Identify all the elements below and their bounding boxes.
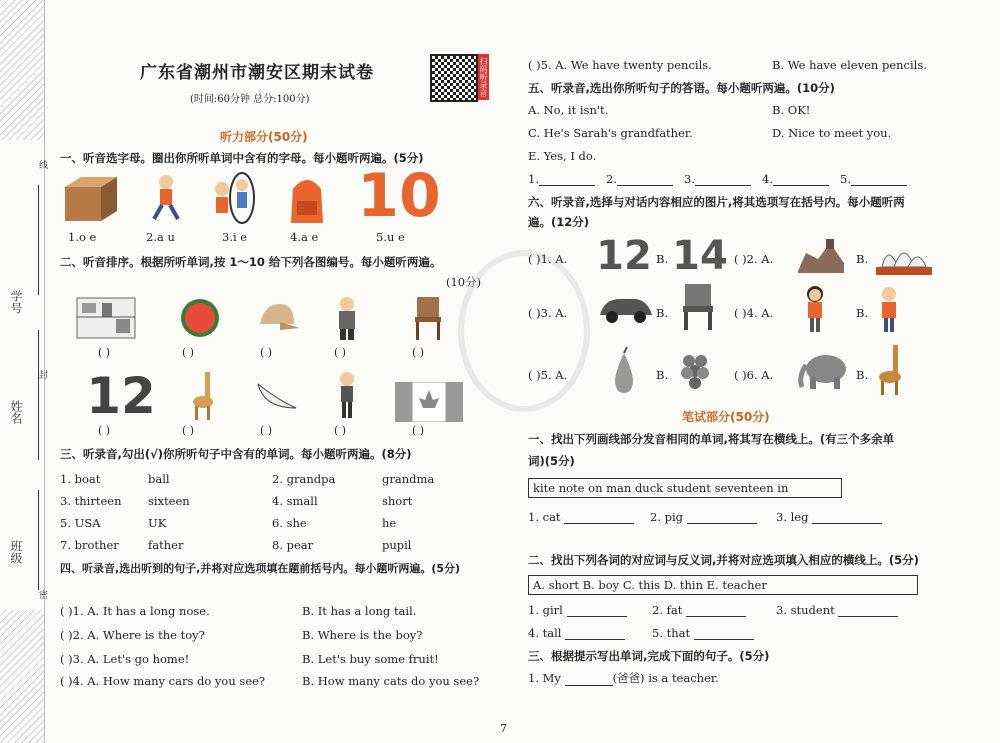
s6-4-b: B.: [856, 306, 869, 320]
qr-code[interactable]: [430, 54, 478, 102]
w1-word-box: [528, 478, 842, 498]
s3-r1-c1[interactable]: 1. boat: [60, 472, 101, 486]
w1-heading: 一、找出下列画线部分发音相同的单词,将其写在横线上。(有三个多余单: [528, 432, 895, 446]
s4-item-2-b: B. Where is the boy?: [302, 628, 423, 642]
s6-item-4[interactable]: ( )4. A.: [734, 306, 774, 320]
w1-item-1-line[interactable]: [564, 512, 634, 524]
w3-item-1[interactable]: [528, 670, 719, 686]
s4-item-5-b: B. We have eleven pencils.: [772, 58, 927, 72]
w2-item-1[interactable]: [528, 603, 627, 617]
class-label: 班级: [9, 540, 23, 564]
box-picture: [60, 172, 120, 224]
number-label: 学号: [9, 290, 23, 314]
w2-item-3[interactable]: [776, 603, 898, 617]
s3-r2-c2[interactable]: sixteen: [148, 494, 190, 508]
s5-blank-5-label: 5.: [840, 172, 851, 186]
s6-chair-picture: [676, 282, 720, 332]
s2-paren-8[interactable]: ( ): [260, 424, 273, 437]
s1-option-5: 5.u e: [376, 230, 405, 244]
grapes-picture: [676, 346, 716, 396]
s3-r3-c3[interactable]: 6. she: [272, 516, 307, 530]
s4-item-1-b: B. It has a long tail.: [302, 604, 417, 618]
w2-item-4-line[interactable]: [565, 628, 625, 640]
s3-r1-c4[interactable]: grandma: [382, 472, 435, 486]
s3-heading: 三、听录音,勾出(√)你所听句子中含有的单词。每小题听两遍。(8分): [60, 447, 412, 461]
s4-item-3-b: B. Let's buy some fruit!: [302, 652, 439, 666]
map-picture: [76, 296, 136, 340]
giraffe-picture: [188, 370, 220, 422]
s5-blank-5[interactable]: [840, 172, 907, 186]
s2-paren-10[interactable]: ( ): [412, 424, 425, 437]
number-line: [38, 185, 39, 295]
w2-options: A. short B. boy C. this D. thin E. teacher: [533, 578, 767, 592]
s5-blank-2-label: 2.: [606, 172, 617, 186]
watermelon-picture: [178, 296, 222, 340]
name-line: [38, 330, 39, 460]
w2-item-4[interactable]: [528, 626, 625, 640]
s6-5-b: B.: [656, 368, 669, 382]
s3-r4-c2[interactable]: father: [148, 538, 184, 552]
w2-item-5[interactable]: [652, 626, 754, 640]
opera-house-picture: [874, 234, 934, 278]
s5-blank-1-label: 1.: [528, 172, 539, 186]
boy-picture: [872, 284, 906, 334]
girl-picture-2: [798, 284, 832, 334]
s3-r1-c3[interactable]: 2. grandpa: [272, 472, 336, 486]
s5-blank-1-line[interactable]: [539, 174, 595, 186]
s4-item-5-a[interactable]: ( )5. A. We have twenty pencils.: [528, 58, 712, 72]
s5-blank-3-label: 3.: [684, 172, 695, 186]
s6-1b-number-14: 14: [672, 233, 728, 279]
s3-r4-c3[interactable]: 8. pear: [272, 538, 314, 552]
page-number: 7: [500, 722, 507, 735]
s6-6-b: B.: [856, 368, 869, 382]
running-boy-picture: [146, 172, 186, 224]
s2-heading: 二、听音排序。根据所听单词,按 1～10 给下列各图编号。每小题听两遍。: [60, 255, 442, 269]
name-label: 姓名: [9, 400, 23, 424]
s5-heading: 五、听录音,选出你所听句子的答语。每小题听两遍。(10分): [528, 81, 835, 95]
s5-blank-5-line[interactable]: [851, 174, 907, 186]
w3-item-1-end: (爸爸) is a teacher.: [612, 671, 719, 685]
s3-r3-c2[interactable]: UK: [148, 516, 167, 530]
s5-option-a: A. No, it isn't.: [528, 103, 609, 117]
s4-item-1-a[interactable]: ( )1. A. It has a long nose.: [60, 604, 210, 618]
canada-flag-picture: [394, 380, 464, 424]
w1-item-2[interactable]: [650, 510, 757, 524]
w2-item-2[interactable]: [652, 603, 746, 617]
number-12-picture: 12: [86, 367, 156, 425]
seal-line-3: 密: [37, 590, 47, 599]
class-line: [38, 490, 39, 590]
w1-item-2-line[interactable]: [687, 512, 757, 524]
s5-option-b: B. OK!: [772, 103, 811, 117]
s4-item-4-b: B. How many cats do you see?: [302, 674, 480, 688]
girl-picture: [330, 370, 364, 420]
qr-label: 扫码听录音: [478, 54, 489, 100]
s5-blank-2-line[interactable]: [617, 174, 673, 186]
great-wall-picture: [796, 232, 846, 276]
s5-option-c: C. He's Sarah's grandfather.: [528, 126, 693, 140]
s5-blank-4-line[interactable]: [773, 174, 829, 186]
w1-item-1[interactable]: [528, 510, 634, 524]
s6-item-6[interactable]: ( )6. A.: [734, 368, 774, 382]
s3-r1-c2[interactable]: ball: [148, 472, 170, 486]
writing-part-heading: 笔试部分(50分): [682, 410, 770, 424]
s6-heading-cont: 遍。(12分): [528, 215, 590, 229]
s6-item-3[interactable]: ( )3. A.: [528, 306, 568, 320]
s6-item-1[interactable]: ( )1. A.: [528, 252, 568, 266]
banana-picture: [254, 376, 300, 416]
w1-heading-cont: 词)(5分): [528, 454, 575, 468]
man-picture: [326, 294, 366, 342]
w1-words: kite note on man duck student seventeen in: [533, 481, 789, 495]
s5-blank-2[interactable]: [606, 172, 673, 186]
s3-r3-c4[interactable]: he: [382, 516, 397, 530]
w2-item-3-line[interactable]: [838, 605, 898, 617]
s4-item-2-a[interactable]: ( )2. A. Where is the toy?: [60, 628, 205, 642]
s6-heading: 六、听录音,选择与对话内容相应的图片,将其选项写在括号内。每小题听两: [528, 195, 905, 209]
s3-r4-c1[interactable]: 7. brother: [60, 538, 119, 552]
w2-item-5-line[interactable]: [694, 628, 754, 640]
s3-r4-c4[interactable]: pupil: [382, 538, 412, 552]
w3-heading: 三、根据提示写出单词,完成下面的句子。(5分): [528, 649, 770, 663]
w2-item-2-label: 2. fat: [652, 603, 683, 617]
w2-item-1-label: 1. girl: [528, 603, 563, 617]
exam-title: 广东省潮州市潮安区期末试卷: [140, 63, 374, 83]
s4-item-4-a[interactable]: ( )4. A. How many cars do you see?: [60, 674, 266, 688]
s5-option-e: E. Yes, I do.: [528, 149, 597, 163]
w1-item-3-label: 3. leg: [776, 510, 809, 524]
w2-item-3-label: 3. student: [776, 603, 835, 617]
s2-paren-9[interactable]: ( ): [334, 424, 347, 437]
s6-1a-number-12: 12: [596, 233, 652, 279]
car-picture: [596, 290, 656, 326]
s6-3-b: B.: [656, 306, 669, 320]
s5-blank-3[interactable]: [684, 172, 751, 186]
s1-option-1: 1.o e: [68, 230, 97, 244]
s1-option-3: 3.i e: [222, 230, 248, 244]
chair-picture: [410, 294, 446, 342]
s2-paren-2[interactable]: ( ): [182, 346, 195, 359]
s2-paren-4[interactable]: ( ): [334, 346, 347, 359]
pear-picture: [606, 346, 642, 396]
s3-r2-c4[interactable]: short: [382, 494, 413, 508]
w1-item-3-line[interactable]: [812, 512, 882, 524]
seal-line-1: 线: [37, 160, 47, 169]
s1-option-4: 4.a e: [290, 230, 319, 244]
s3-r2-c1[interactable]: 3. thirteen: [60, 494, 122, 508]
w2-item-4-label: 4. tall: [528, 626, 562, 640]
w1-item-2-label: 2. pig: [650, 510, 684, 524]
kids-picture: [208, 170, 256, 226]
s6-item-2[interactable]: ( )2. A.: [734, 252, 774, 266]
listening-part-heading: 听力部分(50分): [220, 130, 308, 144]
exam-subtitle: (时间:60分钟 总分:100分): [190, 94, 310, 105]
s5-blank-4-label: 4.: [762, 172, 773, 186]
s2-paren-5[interactable]: ( ): [412, 346, 425, 359]
s2-paren-7[interactable]: ( ): [182, 424, 195, 437]
backpack-picture: [284, 170, 330, 226]
s2-points: (10分): [446, 275, 482, 289]
elephant-picture: [796, 348, 852, 392]
s1-option-2: 2.a u: [146, 230, 175, 244]
s3-r2-c3[interactable]: 4. small: [272, 494, 318, 508]
watermark-stamp: [458, 250, 590, 412]
s5-blank-3-line[interactable]: [695, 174, 751, 186]
w1-item-1-label: 1. cat: [528, 510, 561, 524]
s5-blank-1[interactable]: [528, 172, 595, 186]
s5-option-d: D. Nice to meet you.: [772, 126, 892, 140]
s2-paren-3[interactable]: ( ): [260, 346, 273, 359]
w3-item-1-line[interactable]: [565, 674, 613, 686]
s6-item-5[interactable]: ( )5. A.: [528, 368, 568, 382]
w2-item-2-line[interactable]: [686, 605, 746, 617]
w1-item-3[interactable]: [776, 510, 882, 524]
s2-paren-6[interactable]: ( ): [98, 424, 111, 437]
w2-heading: 二、找出下列各词的对应词与反义词,并将对应选项填入相应的横线上。(5分): [528, 553, 919, 567]
w2-item-1-line[interactable]: [567, 605, 627, 617]
s5-blank-4[interactable]: [762, 172, 829, 186]
s4-heading: 四、听录音,选出听到的句子,并将对应选项填在题前括号内。每小题听两遍。(5分): [60, 562, 461, 575]
s2-paren-1[interactable]: ( ): [98, 346, 111, 359]
s1-heading: 一、听音选字母。圈出你所听单词中含有的字母。每小题听两遍。(5分): [60, 151, 424, 165]
s4-item-3-a[interactable]: ( )3. A. Let's go home!: [60, 652, 190, 666]
giraffe-picture-2: [874, 342, 908, 398]
s6-1-b: B.: [656, 252, 669, 266]
w2-item-5-label: 5. that: [652, 626, 691, 640]
s3-r3-c1[interactable]: 5. USA: [60, 516, 101, 530]
seal-line-2: 封: [37, 370, 47, 379]
w2-option-box: [528, 575, 918, 595]
w3-item-1-start: 1. My: [528, 671, 561, 685]
number-10-picture: 10: [357, 161, 441, 231]
s6-2-b: B.: [856, 252, 869, 266]
cap-picture: [254, 298, 300, 338]
